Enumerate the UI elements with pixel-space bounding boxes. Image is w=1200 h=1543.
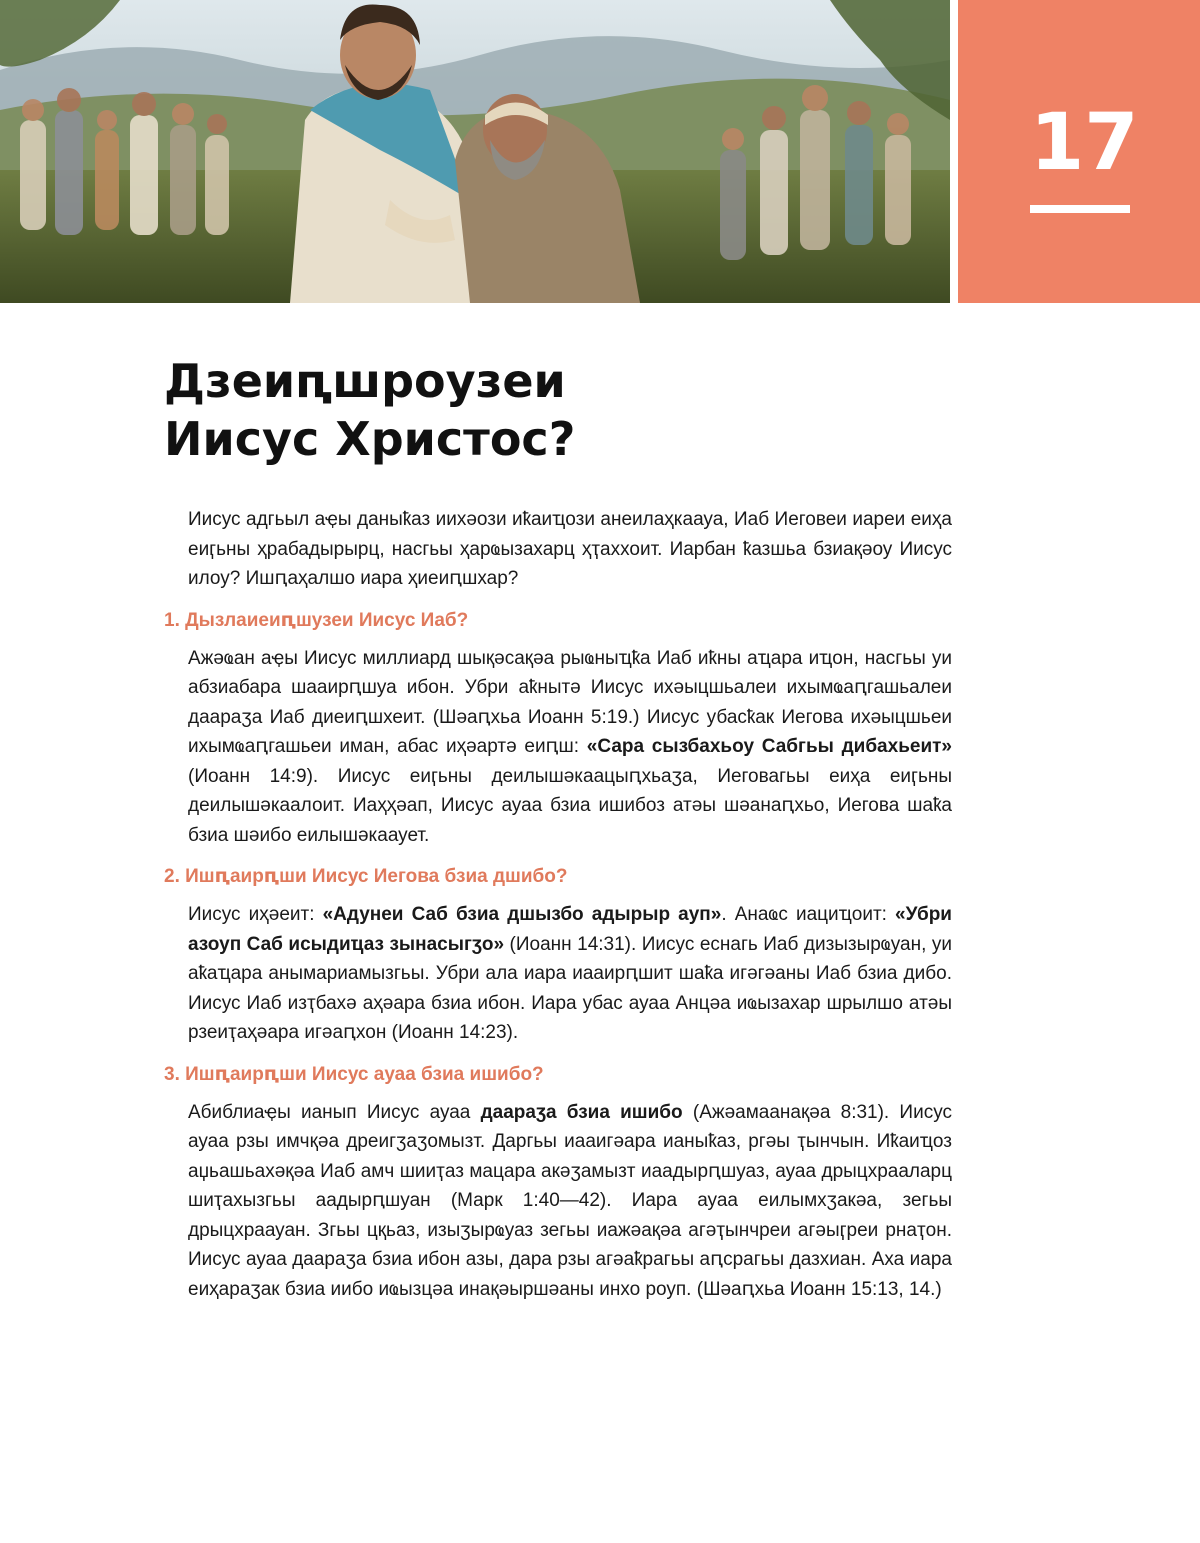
hero-illustration [0,0,950,303]
lesson-body [164,505,952,1304]
question-heading: 1. Дызлаиеиԥшузеи Иисус Иаб? [164,609,469,631]
intro-paragraph: Иисус адгьыл аҿы даныҟаз иихәози иҟаиҵози анеилаҳкаауа, Иаб Иеговеи иареи еиҳа еиӷьны ҳрабадырырц, насгьы ҳарҩызахарц ҳҭаххоит. Иарбан ҟазшьа бзиақәоу Иисус илоу? Ишԥаҳалшо иара ҳиеиԥшхар? [188,509,952,589]
bold-quote: «Сара сызбахьоу Сабгьы дибахьеит» [586,736,952,757]
section-3 [164,1060,952,1305]
lesson-title-line-1: Дзеиԥшроузеи [164,354,566,408]
bold-phrase: даараӡа бзиа ишибо [480,1101,683,1123]
hero-scene [0,0,950,303]
lesson-number-panel [958,0,1200,303]
lesson-title [164,352,924,468]
lesson-number-underline [1030,205,1130,213]
answer-paragraph: Ажәҩан аҿы Иисус миллиард шықәсақәа рыҩныҵҟа Иаб иҟны аҵара иҵон, насгьы уи абзиабара шааирԥшуа ибон. Убри аҟнытә Иисус ихәыцшьалеи ихымҩаԥгашьалеи даараӡа Иаб диеиԥшхеит. (Шәаԥхьа Иоанн 5:19.) Иисус убасҟак Иегова ихәыцшьеи ихымҩаԥгашьеи иман, абас иҳәартә еиԥш: «Сара сызбахьоу Сабгьы дибахьеит» (Иоанн 14:9). Иисус еиӷьны деилышәкаацыԥхьаӡа, Иеговагьы еиҳа еиӷьны деилышәкаалоит. Иаҳҳәап, Иисус ауаа бзиа ишибоз атәы шәанаԥхьо, Иегова шаҟа бзиа шәибо еилышәкааует. [188,647,952,846]
answer-paragraph: Иисус иҳәеит: «Адунеи Саб бзиа дшызбо адырыр ауп». Анаҩс иациҵоит: «Убри азоуп Саб исыдиҵаз зынасыгӡо» (Иоанн 14:31). Иисус еснагь Иаб дизызырҩуан, уи аҟаҵара анымариамызгьы. Убри ала иара иааирԥшит шаҟа игәгәаны Иаб бзиа дибо. Иисус Иаб изҭбахә аҳәара бзиа ибон. Иара убас ауаа Анцәа иҩызахар шрылшо атәы рзеиҭаҳәара игәаԥхон (Иоанн 14:23). [188,904,952,1043]
question-heading: 3. Ишԥаирԥши Иисус ауаа бзиа ишибо? [164,1063,544,1085]
section-1 [164,606,952,851]
question-heading: 2. Ишԥаирԥши Иисус Иегова бзиа дшибо? [164,866,568,887]
lesson-title-line-2: Иисус Христос? [164,412,576,466]
section-2 [164,862,952,1048]
lesson-number: 17 [1030,98,1139,188]
bold-quote: «Адунеи Саб бзиа дшызбо адырыр ауп» [322,904,722,925]
answer-paragraph: Абиблиаҿы ианып Иисус ауаа даараӡа бзиа ишибо (Ажәамаанақәа 8:31). Иисус ауаа рзы имчқәа дреигӡаӡомызт. Даргьы иааигәара ианыҟаз, ргәы ҭынчын. Иҟаиҵоз аџьашьахәқәа Иаб амч шииҭаз мацара акәӡамызт иаадырԥшуаз, ауаа дрыцхрааларц шиҭахызгьы аадырԥшуан (Марк 1:40—42). Иара ауаа еилымхӡакәа, зегьы дрыцхраауан. Згьы цқьаз, изыӡырҩуаз зегьы иажәақәа агәҭынчреи агәыӷреи рнаҭон. Иисус ауаа даараӡа бзиа ибон азы, дара рзы агәаҟрагьы аԥсрагьы дазхиан. Аха иара еиҳараӡак бзиа иибо иҩызцәа инақәыршәаны инхо роуп. (Шәаԥхьа Иоанн 15:13, 14.) [188,1101,952,1300]
bold-quote: «Убри азоуп Саб исыдиҵаз зынасыгӡо» [188,904,952,955]
